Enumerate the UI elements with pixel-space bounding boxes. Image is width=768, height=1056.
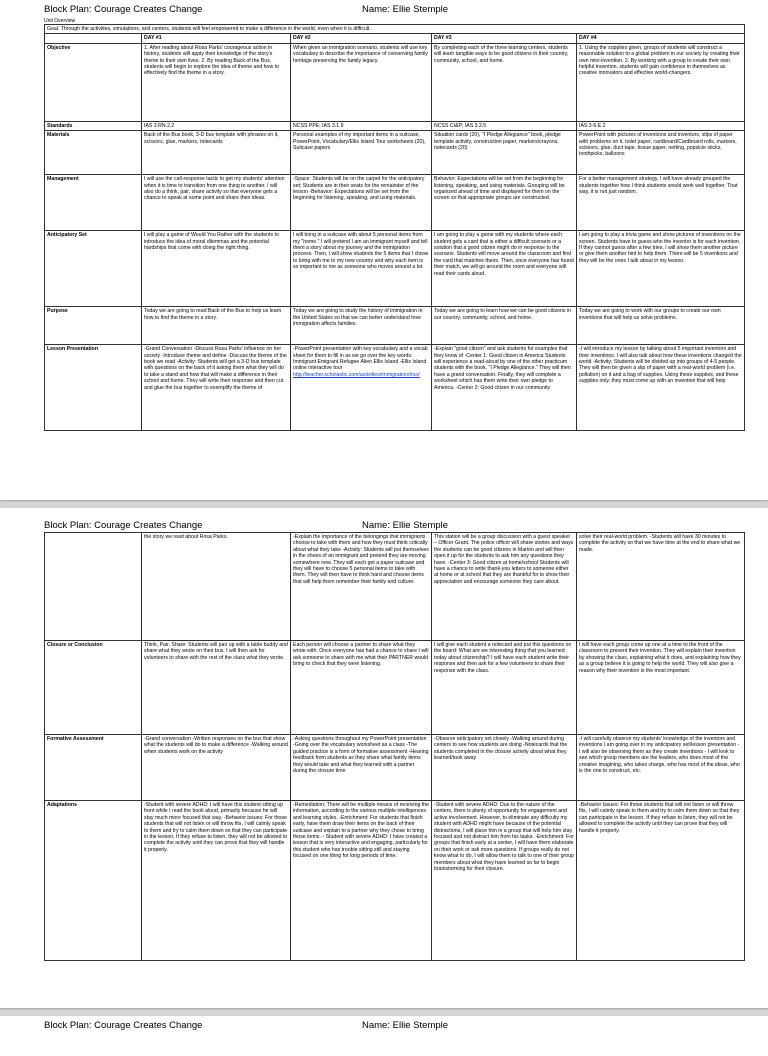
day-header-empty	[45, 34, 142, 43]
day-4-cell: For a better management strategy, I will have already grouped the students together how I think students would work well together. That way, it is not just random.	[577, 175, 745, 231]
adaptations-row	[45, 801, 745, 961]
row-label: Adaptations	[45, 801, 142, 961]
unit-overview-label: Unit Overview	[44, 18, 76, 24]
row-label: Lesson Presentation	[45, 345, 142, 431]
day-1-cell: -Grand Conversation -Discuss Rosa Parks' influence on her society -Introduce theme and define -Discuss the theme of the book we read -Activity: Students will get a 3-D bus template with questions on the back of it asking them what they will do to take a stand and how that will make a difference in their school and home. They will write their response and then cut and glue the bus together to exemplify the theme of	[142, 345, 291, 431]
day-3-cell: I will give each student a notecard and put this questions on the board: What are we interesting thing that you learned today about citizenship? I will have each student write their response and then ask for a few volunteers to share their response with the class.	[432, 641, 577, 735]
day-1-cell: -Student with severe ADHD: I will have this student sitting up front while I read the book aloud, primarily because he will stay much more focused that way. -Behavior issues: For those students that will not listen or will throw fits, I will calmly speak to them and try to calm them down so that they can participate in the lesson. If they refuse to listen, they will not be allowed to complete the activity until they can prove that they will handle it properly.	[142, 801, 291, 961]
day-2-text: -PowerPoint presentation with key vocabulary and a vocab sheet for them to fill in as we go over the key words: Immigrant Emigrant Refugee Alien Ellis Island -Ellis Island online interactive tour	[293, 346, 428, 372]
day-2-cell: -Asking questions throughout my PowerPoint presentation -Going over the vocabulary worksheet as a class -The guided practice is a form of formative assessment -Hearing feedback from students as they share what family items they would take and what they learned with a partner during the closure time	[291, 735, 432, 801]
day-3-cell: -Explain "good citizen" and ask students for examples that they know of -Center 1: Good citizen in America Students will experience a read-aloud by one of the other practicum students with the book, "I Pledge Allegiance." They will then have a grand conversation. Finally, they will complete a worksheet which has them write their own pledge to America. -Center 2: Good citizen in our community	[432, 345, 577, 431]
day-3-cell: This station will be a group discussion with a guest speaker – Officer Grant. The police officer will share stories and ways the students can be good citizens in Marion and will then open it up for the students to ask him any questions they have. -Center 3: Good citizen at home/school Students will have a chance to write thank-you letters to someone either at home or at school that they are thankful for to show their appreciation and encourage someone they care about.	[432, 533, 577, 641]
row-label: Materials	[45, 131, 142, 175]
day-header-row	[45, 34, 745, 43]
day-1-cell: the story we read about Rosa Parks.	[142, 533, 291, 641]
document-page-3	[0, 1016, 768, 1056]
management-row	[45, 175, 745, 231]
day-1-cell: Today we are going to read Back of the Bus to help us learn how to find the theme in a story.	[142, 307, 291, 345]
materials-row	[45, 131, 745, 175]
day-1-cell: -Grand conversation -Written responses on the bus that show what the students will do to make a difference -Walking around when students work on the activity	[142, 735, 291, 801]
day-3-cell: Behavior: Expectations will be set from the beginning for listening, speaking, and using materials. Grouping will be organized ahead of time and displayed for them on the screen so that appropriate groups are constructed.	[432, 175, 577, 231]
goal-row	[45, 25, 745, 34]
row-label: Objective	[45, 43, 142, 121]
block-plan-table-page-1	[44, 24, 745, 431]
page-header	[44, 1020, 744, 1032]
day-3-cell: I am going to play a game with my students where each student gets a card that is either a difficult scenario or a solution that a good citizen might do in response to the scenario. Students will move around the classroom and find the card that matches theirs. Then, once everyone has found their match, we will go around the room and everyone will read their cards aloud.	[432, 231, 577, 307]
page-title: Block Plan: Courage Creates Change	[44, 1020, 203, 1031]
page-title: Block Plan: Courage Creates Change	[44, 520, 203, 531]
author-name: Name: Ellie Stemple	[362, 4, 449, 15]
day-3-cell: Situation cards (20), "I Pledge Allegiance" book, pledge template activity, construction paper, markers/crayons, notecards (20)	[432, 131, 577, 175]
document-page-1	[0, 0, 768, 500]
day-2-cell: -Remediation: There will be multiple means of receiving the information, according to the various multiple intelligences and learning styles. -Enrichment: For students that finish early, have them draw their items on the back of their suitcase and explain to a partner why they chose to bring those items. - Student with severe ADHD: I have created a lesson that is very interactive and engaging, particularly for this student who has trouble sitting still and staying focused on one thing for long periods of time.	[291, 801, 432, 961]
day-1-cell: I will use the call-response tactic to get my students' attention when it is time to transition from one thing to another. I will also do a think, pair, share activity so that everyone gets a chance to speak at some point and share their ideas.	[142, 175, 291, 231]
day-4-cell: I am going to play a trivia game and show pictures of inventions on the screen. Students have to guess who the inventor is for each invention. If they cannot guess after a few tries, I will show them another picture or give them another hint to help them. There will be 5 inventions and they will be the ones I talk about in my lesson.	[577, 231, 745, 307]
day-4-cell: -I will carefully observe my students' knowledge of the inventors and inventions I am going over in my anticipatory set/lesson presentation - I will also be observing them as they create inventions - I will look to see which group members are the leaders, who does most of the creative imagining, who takes charge, who has most of the ideas, who is the one to construct, etc.	[577, 735, 745, 801]
day-2-cell: -Explain the importance of the belongings that immigrants choose to take with them and how they must think critically about what they take -Activity: Students will put themselves in the shoes of an immigrant and pretend they are moving somewhere new. They will each get a paper suitcase and they will have to choose 5 personal items to take with them. They will then have to think hard and choose items that will help them remember their family and culture.	[291, 533, 432, 641]
day-1-cell: IAS 3.RN.2.2	[142, 121, 291, 130]
day-4-cell: Today we are going to work with our groups to create our own inventions that will help us solve problems.	[577, 307, 745, 345]
day-4-cell: IAS 3-5.E.2	[577, 121, 745, 130]
row-label: Closure or Conclusion	[45, 641, 142, 735]
author-name: Name: Ellie Stemple	[362, 520, 449, 531]
day-1-cell: Back of the Bus book, 3-D bus template with phrases on it, scissors, glue, markers, notecards	[142, 131, 291, 175]
goal-cell: Goal: Through the activities, simulations, and centers, students will feel empowered to make a difference in the world, even when it is difficult.	[45, 25, 745, 34]
day-4-cell: PowerPoint with pictures of inventions and inventors, slips of paper with problems on it, toilet paper, cardboard/Cardboard rolls, markers, scissors, glue, duct tape, tissue paper, netting, popsicle sticks, toothpicks, balloons	[577, 131, 745, 175]
author-name: Name: Ellie Stemple	[362, 1020, 449, 1031]
anticipatory-set-row	[45, 231, 745, 307]
day-1-header: DAY #1	[142, 34, 291, 43]
day-4-header: DAY #4	[577, 34, 745, 43]
ellis-island-tour-link[interactable]: http://teacher.scholastic.com/activities/immigration/tour/	[293, 371, 420, 378]
standards-row	[45, 121, 745, 130]
row-label: Standards	[45, 121, 142, 130]
day-4-cell: I will have each group come up one at a time to the front of the classroom to present their invention. They will explain their invention by showing the class, explaining what it does, and explaining how they as a group believe it is going to help the world. They will also give a reason why their invention is the most important.	[577, 641, 745, 735]
purpose-row	[45, 307, 745, 345]
day-2-cell: When given an immigration scenario, students will use key vocabulary to describe the importance of conserving family heritage preserving the family legacy.	[291, 43, 432, 121]
day-2-cell: Personal examples of my important items in a suitcase, PowerPoint, Vocabulary/Ellis Island Tour worksheets (20), Suitcase papers	[291, 131, 432, 175]
day-3-cell: -Observe anticipatory set closely -Walking around during centers to see how students are doing -Notecards that the students completed in the closure activity about what they learned/took away	[432, 735, 577, 801]
day-2-cell: Today we are going to study the history of immigration in the United States so that we can better understand how immigration affects families.	[291, 307, 432, 345]
day-4-cell: -I will introduce my lesson by talking about 5 important inventors and their inventions. I will also talk about how these inventions changed the world -Activity: Students will be divided up into groups of 4-5 people. They will then be given a slip of paper with a real-world problem (i.e. pollution) on it and a bag of supplies. Using these supplies, and these supplies only, they must come up with an invention that will help	[577, 345, 745, 431]
page-header	[44, 520, 744, 532]
day-3-cell: -Student with severe ADHD: Due to the nature of the centers, there is plenty of opportunity for engagement and active involvement. However, to eliminate any difficulty my student with ADHD might have because of the potential distractions, I will place him in a group that will help him stay focused and not distract him from his tasks. -Enrichment: For groups that finish early at a center, I will have them elaborate on their work or ask more questions. If groups really do not know what to do, I will allow them to talk to one of their group members about what they have learned so far to begin brainstorming for their closure.	[432, 801, 577, 961]
day-4-cell: -Behavior Issues: For those students that will not listen or will throw fits, I will calmly speak to them and try to calm them down so that they can participate in the lesson. If they refuse to listen, they will not be allowed to complete the activity until they can prove that they will handle it properly.	[577, 801, 745, 961]
day-2-cell: I will bring in a suitcase with about 5 personal items from my "home." I will pretend I am an immigrant myself and tell them a story about my journey and the immigration process. Then, I will show students the 5 items that I chose to bring with me to my new country and why each item is so important to me as someone who moves around a lot.	[291, 231, 432, 307]
day-1-cell: Think, Pair, Share: Students will pair up with a table buddy and share what they wrote on their bus. I will then ask for volunteers to share with the rest of the class what they wrote.	[142, 641, 291, 735]
day-3-cell: NCSS CI&P; IAS 3.2.5	[432, 121, 577, 130]
day-1-cell: 1. After reading about Rosa Parks' courageous action in history, students will apply their knowledge of the story's theme to their own lives. 2. By reading Back of the Bus, students will begin to explore the idea of theme and how to effectively find the theme in a story.	[142, 43, 291, 121]
day-2-cell: Each person will choose a partner to share what they wrote with. Once everyone has had a chance to share I will ask someone to share with me what their PARTNER would bring to check that they were listening.	[291, 641, 432, 735]
document-page-2	[0, 508, 768, 1008]
objective-row	[45, 43, 745, 121]
day-4-cell: 1. Using the supplies given, groups of students will construct a reasonable solution to a global problem in our society by creating their own mini-invention. 2. By working with a group to create their own helpful invention, students will gain confidence in themselves as creative innovators and effective world-changers.	[577, 43, 745, 121]
row-label: Purpose	[45, 307, 142, 345]
day-3-cell: Today we are going to learn how we can be good citizens in our country, community, school, and home.	[432, 307, 577, 345]
day-3-header: DAY #3	[432, 34, 577, 43]
day-1-cell: I will play a game of Would You Rather with the students to introduce the idea of moral dilemmas and the potential hardships that come with doing the right thing.	[142, 231, 291, 307]
block-plan-table-page-2	[44, 532, 745, 961]
closure-row	[45, 641, 745, 735]
row-label	[45, 533, 142, 641]
row-label: Anticipatory Set	[45, 231, 142, 307]
day-2-cell: -Space: Students will be on the carpet for the anticipatory set; Students are in their seats for the remainder of the lesson -Behavior: Expectations will be set from the beginning for listening, speaking, and using materials.	[291, 175, 432, 231]
row-label: Management	[45, 175, 142, 231]
lesson-presentation-row	[45, 345, 745, 431]
row-label: Formative Assessment	[45, 735, 142, 801]
day-3-cell: By completing each of the three learning centers, students will learn tangible ways to be good citizens in their country, community, school, and home.	[432, 43, 577, 121]
formative-assessment-row	[45, 735, 745, 801]
day-4-cell: solve their real-world problem. -Students will have 30 minutes to complete the activity so that we have time at the end to share what we made.	[577, 533, 745, 641]
lesson-presentation-continued-row	[45, 533, 745, 641]
page-header	[44, 4, 744, 16]
day-2-cell: NCSS PPE; IAS 3.1.9	[291, 121, 432, 130]
page-title: Block Plan: Courage Creates Change	[44, 4, 203, 15]
day-2-cell	[291, 345, 432, 431]
day-2-header: DAY #2	[291, 34, 432, 43]
